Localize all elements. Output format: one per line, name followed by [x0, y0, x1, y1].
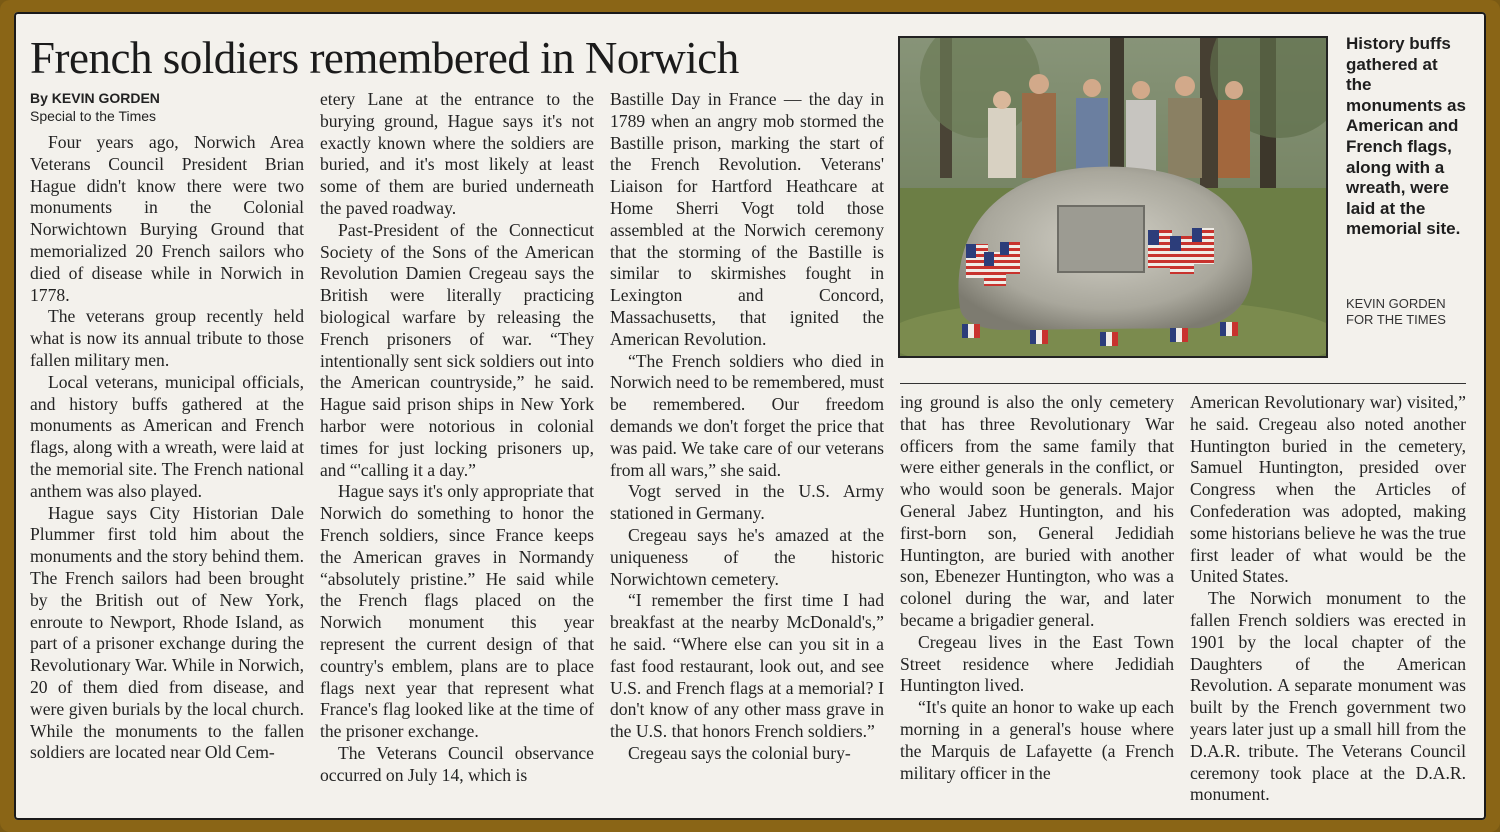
column-2: [320, 89, 594, 787]
paragraph: Cregeau lives in the East Town Street residence where Jedidiah Huntington lived.: [900, 631, 1174, 696]
divider: [900, 383, 1466, 384]
paragraph-continued: ing ground is also the only cemetery that has three Revolutionary War officers from the same family that were either generals in the conflict, or who would soon be generals. Major General Jabez Huntington, and his first-born son, General Jedidiah Huntington, are buried with another son, Ebenezer Huntington, who was a colonel during the war, and later became a brigadier general.: [900, 392, 1174, 630]
paragraph: “The French soldiers who died in Norwich need to be remembered, must be remembered. Our freedom demands we don't forget the price that was paid. We take care of our veterans from all wars,” she said.: [610, 350, 884, 480]
paragraph: Hague says City Historian Dale Plummer first told him about the monuments and the story behind them. The French sailors had been brought by the British out of New York, enroute to Newport, Rhode Island, as part of a prisoner exchange during the Revolutionary War. While in Norwich, 20 of them died from disease, and were given burials by the local church. While the monuments to the fallen soldiers are located near Old Cem-: [30, 502, 304, 763]
paragraph: “It's quite an honor to wake up each morning in a general's house where the Marquis de Lafayette (a French military officer in the: [900, 697, 1174, 783]
newspaper-clipping: [14, 12, 1486, 820]
paragraph: The Veterans Council observance occurred on July 14, which is: [320, 742, 594, 785]
paragraph-continued: etery Lane at the entrance to the burying ground, Hague says it's not exactly known where the soldiers are buried, and it's most likely at least some of them are buried underneath the paved roadway.: [320, 89, 594, 218]
paragraph: Cregeau says the colonial bury-: [628, 742, 851, 763]
photo-caption: History buffs gathered at the monuments as American and French flags, along with a wreath, were laid at the memorial site.: [1346, 34, 1466, 239]
byline-affiliation: Special to the Times: [30, 108, 157, 124]
paragraph-continued: American Revolutionary war) visited,” he said. Cregeau also noted another Huntington buried in the cemetery, Samuel Huntington, presided over Congress when the Articles of Confederation was adopted, making some historians believe he was the true first leader of what would be the United States.: [1190, 392, 1466, 587]
paragraph: Four years ago, Norwich Area Veterans Council President Brian Hague didn't know there were two monuments in the Colonial Norwichtown Burying Ground that memorialized 20 French sailors who died of disease while in Norwich in 1778.: [30, 132, 304, 305]
monument-photo: [898, 36, 1328, 358]
paragraph: Past-President of the Connecticut Society of the Sons of the American Revolution Damien Cregeau says the British were literally practicing biological warfare by releasing the French prisoners of war. “They intentionally sent sick soldiers out into the American countryside,” he said. Hague said prison ships in New York harbor were notorious in colonial times for just locking prisoners up, and “'calling it a day.”: [320, 219, 594, 480]
paragraph: Local veterans, municipal officials, and history buffs gathered at the monuments as American and French flags, along with a wreath, were laid at the memorial site. The French national anthem was also played.: [30, 371, 304, 501]
column-3: [610, 89, 884, 765]
paragraph: Hague says it's only appropriate that Norwich do something to honor the French soldiers, since France keeps the American graves in Normandy “absolutely pristine.” He said while the French flags placed on the Norwich monument this year represent the current design of that country's emblem, plans are to place flags next year that represent what France's flag looked like at the time of the prisoner exchange.: [320, 481, 594, 742]
paragraph: Vogt served in the U.S. Army stationed in Germany.: [610, 481, 884, 524]
photo-credit: KEVIN GORDEN FOR THE TIMES: [1346, 296, 1446, 327]
headline: French soldiers remembered in Norwich: [30, 33, 739, 83]
paragraph: Cregeau says he's amazed at the uniqueness of the historic Norwichtown cemetery.: [610, 524, 884, 589]
paragraph: The veterans group recently held what is now its annual tribute to those fallen military men.: [30, 306, 304, 370]
byline: By KEVIN GORDEN: [30, 90, 160, 106]
column-4: [900, 392, 1174, 784]
paragraph: The Norwich monument to the fallen French soldiers was erected in 1901 by the local chapter of the Daughters of the American Revolution. A separate monument was built by the French government two years later just up a small hill from the D.A.R. tribute. The Veterans Council ceremony took place at the D.A.R. monument.: [1190, 588, 1466, 805]
paragraph: “I remember the first time I had breakfast at the nearby McDonald's,” he said. “Where else can you sit in a fast food restaurant, look out, and see U.S. and French flags at a memorial? I don't know of any other mass grave in the U.S. that honors French soldiers.”: [610, 590, 884, 742]
column-1: [30, 132, 304, 764]
paragraph-continued: Bastille Day in France — the day in 1789 when an angry mob stormed the Bastille prison, marking the start of the French Revolution. Veterans' Liaison for Hartford Heathcare at Home Sherri Vogt told those assembled at the Norwich ceremony that the storming of the Bastille is similar to skirmishes fought in Lexington and Concord, Massachusetts, that ignited the American Revolution.: [610, 89, 884, 349]
column-5: [1190, 392, 1466, 806]
